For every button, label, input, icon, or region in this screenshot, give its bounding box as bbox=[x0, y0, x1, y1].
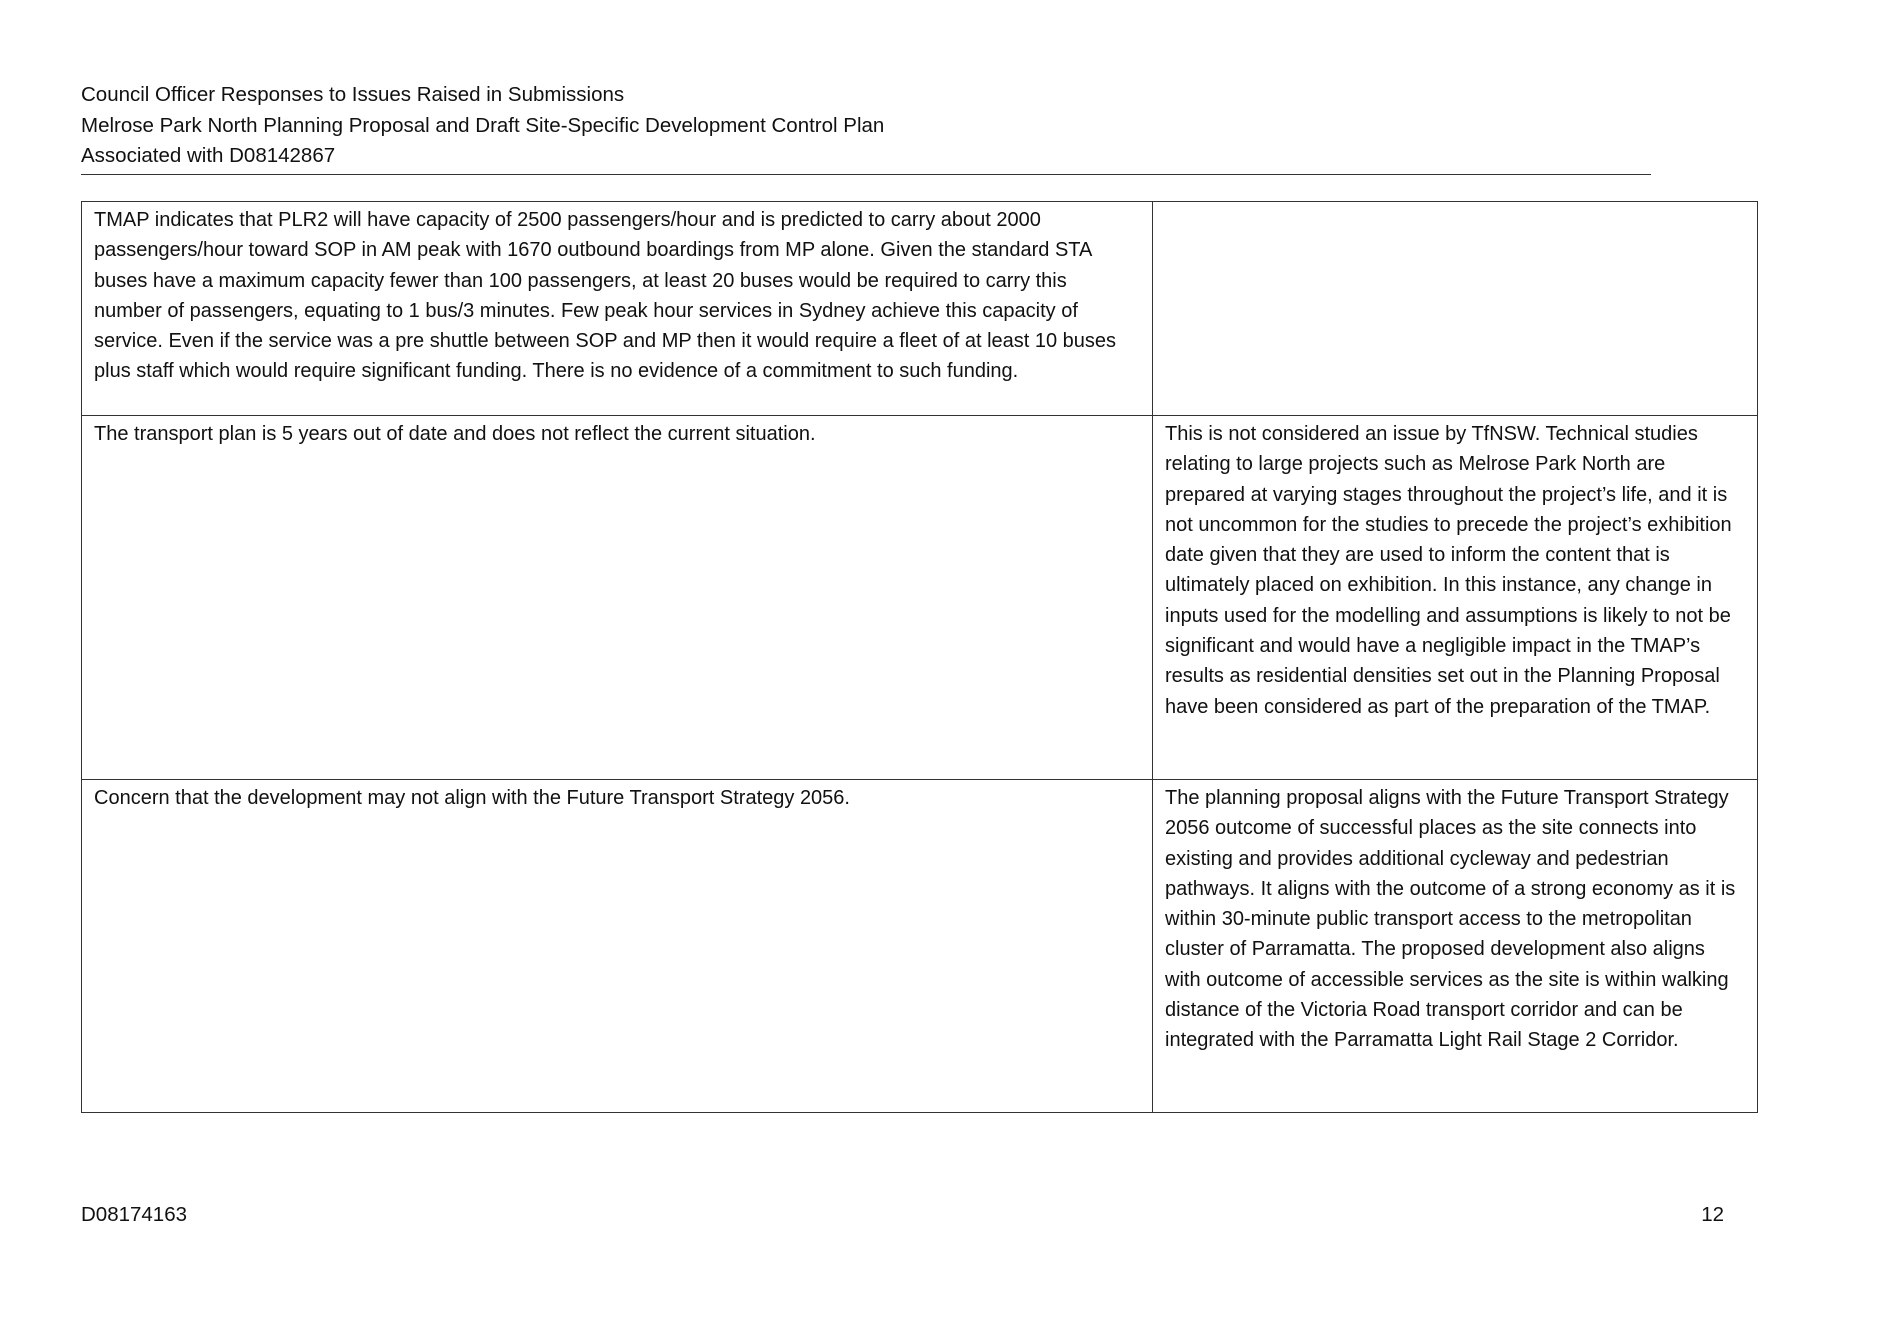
footer-document-id: D08174163 bbox=[81, 1203, 188, 1226]
header-reference: Associated with D08142867 bbox=[81, 144, 336, 167]
page-header bbox=[81, 80, 1651, 175]
issue-cell: Concern that the development may not align with the Future Transport Strategy 2056. bbox=[82, 780, 1153, 1113]
header-subtitle: Melrose Park North Planning Proposal and Draft Site-Specific Development Control Plan bbox=[81, 113, 885, 137]
footer-page-number: 12 bbox=[1701, 1203, 1724, 1226]
response-cell: This is not considered an issue by TfNSW. Technical studies relating to large projects such as Melrose Park North are prepared at varying stages throughout the project’s life, and it is not uncommon for the studies to precede the project’s exhibition date given that they are used to inform the content that is ultimately placed on exhibition. In this instance, any change in inputs used for the modelling and assumptions is likely to not be significant and would have a negligible impact in the TMAP’s results as residential densities set out in the Planning Proposal have been considered as part of the preparation of the TMAP. bbox=[1153, 416, 1758, 780]
response-cell: The planning proposal aligns with the Future Transport Strategy 2056 outcome of successful places as the site connects into existing and provides additional cycleway and pedestrian pathways. It aligns with the outcome of a strong economy as it is within 30-minute public transport access to the metropolitan cluster of Parramatta. The proposed development also aligns with outcome of accessible services as the site is within walking distance of the Victoria Road transport corridor and can be integrated with the Parramatta Light Rail Stage 2 Corridor. bbox=[1153, 780, 1758, 1113]
table-row bbox=[82, 416, 1758, 780]
issue-cell: The transport plan is 5 years out of date and does not reflect the current situation. bbox=[82, 416, 1153, 780]
table-row bbox=[82, 780, 1758, 1113]
response-cell bbox=[1153, 202, 1758, 416]
issue-cell: TMAP indicates that PLR2 will have capacity of 2500 passengers/hour and is predicted to carry about 2000 passengers/hour toward SOP in AM peak with 1670 outbound boardings from MP alone. Given the standard STA buses have a maximum capacity fewer than 100 passengers, at least 20 buses would be required to carry this number of passengers, equating to 1 bus/3 minutes. Few peak hour services in Sydney achieve this capacity of service. Even if the service was a pre shuttle between SOP and MP then it would require a fleet of at least 10 buses plus staff which would require significant funding. There is no evidence of a commitment to such funding. bbox=[82, 202, 1153, 416]
table-row bbox=[82, 202, 1758, 416]
header-title: Council Officer Responses to Issues Raised in Submissions bbox=[81, 83, 625, 106]
issues-response-table bbox=[81, 201, 1758, 1113]
